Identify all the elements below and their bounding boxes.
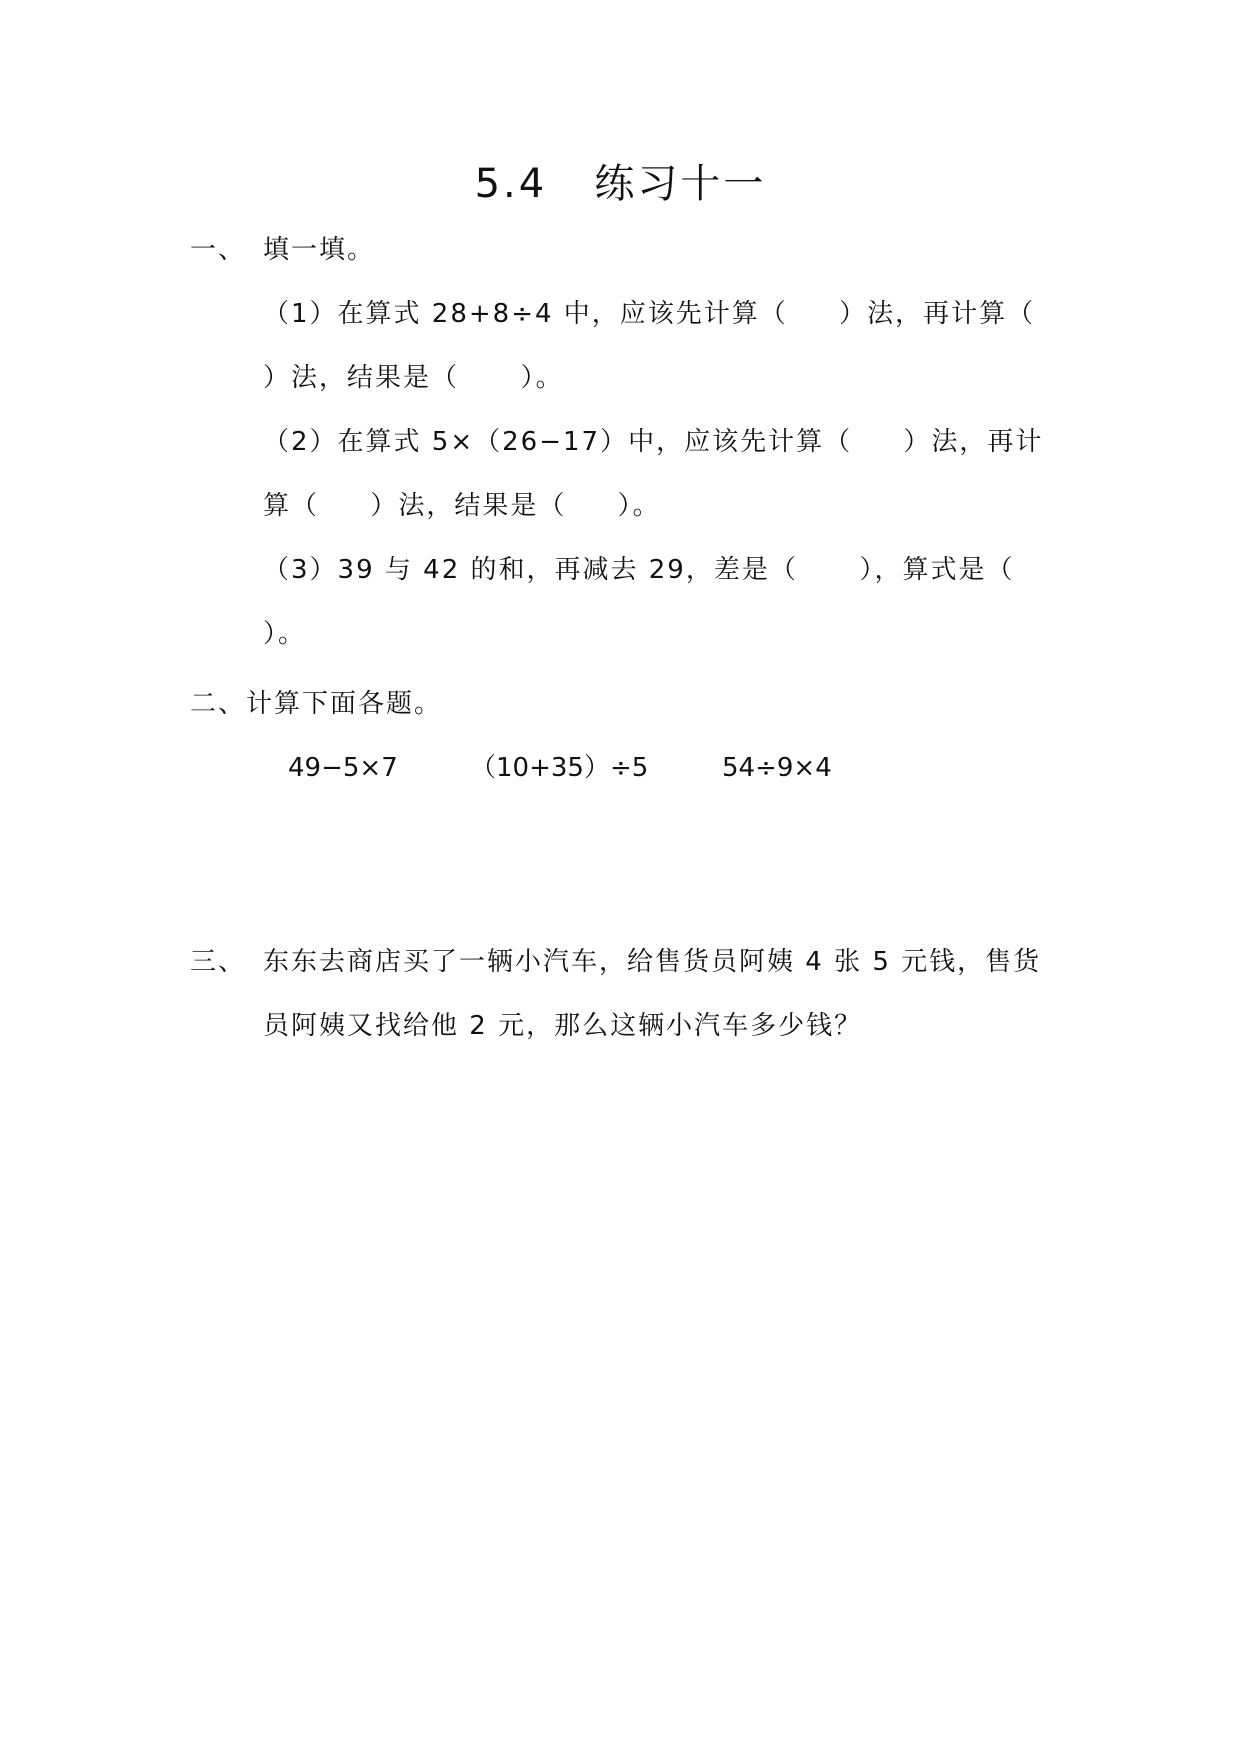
question-3-line-1: （3）39 与 42 的和，再减去 29，差是（ ），算式是（ <box>263 555 1015 585</box>
question-2-line-2: 算（ ）法，结果是（ ）。 <box>263 491 661 521</box>
word-problem-line-2: 员阿姨又找给他 2 元，那么这辆小汽车多少钱？ <box>263 1011 863 1041</box>
question-2-line-1: （2）在算式 5×（26−17）中，应该先计算（ ）法，再计 <box>263 427 1044 457</box>
section-3-label: 三、 <box>190 947 247 977</box>
section-1-heading: 填一填。 <box>263 235 376 265</box>
page-title: 5.4 练习十一 <box>474 161 767 207</box>
section-2-heading: 二、计算下面各题。 <box>190 689 443 719</box>
word-problem-line-1: 东东去商店买了一辆小汽车，给售货员阿姨 4 张 5 元钱，售货 <box>263 947 1042 977</box>
question-1-line-1: （1）在算式 28+8÷4 中，应该先计算（ ）法，再计算（ <box>263 299 1036 329</box>
expression-3: 54÷9×4 <box>722 753 832 783</box>
expression-2: （10+35）÷5 <box>470 753 649 783</box>
question-3-line-2: ）。 <box>263 619 307 649</box>
expression-1: 49−5×7 <box>288 753 398 783</box>
question-1-line-2: ）法，结果是（ ）。 <box>263 363 564 393</box>
section-1-label: 一、 <box>190 235 247 265</box>
